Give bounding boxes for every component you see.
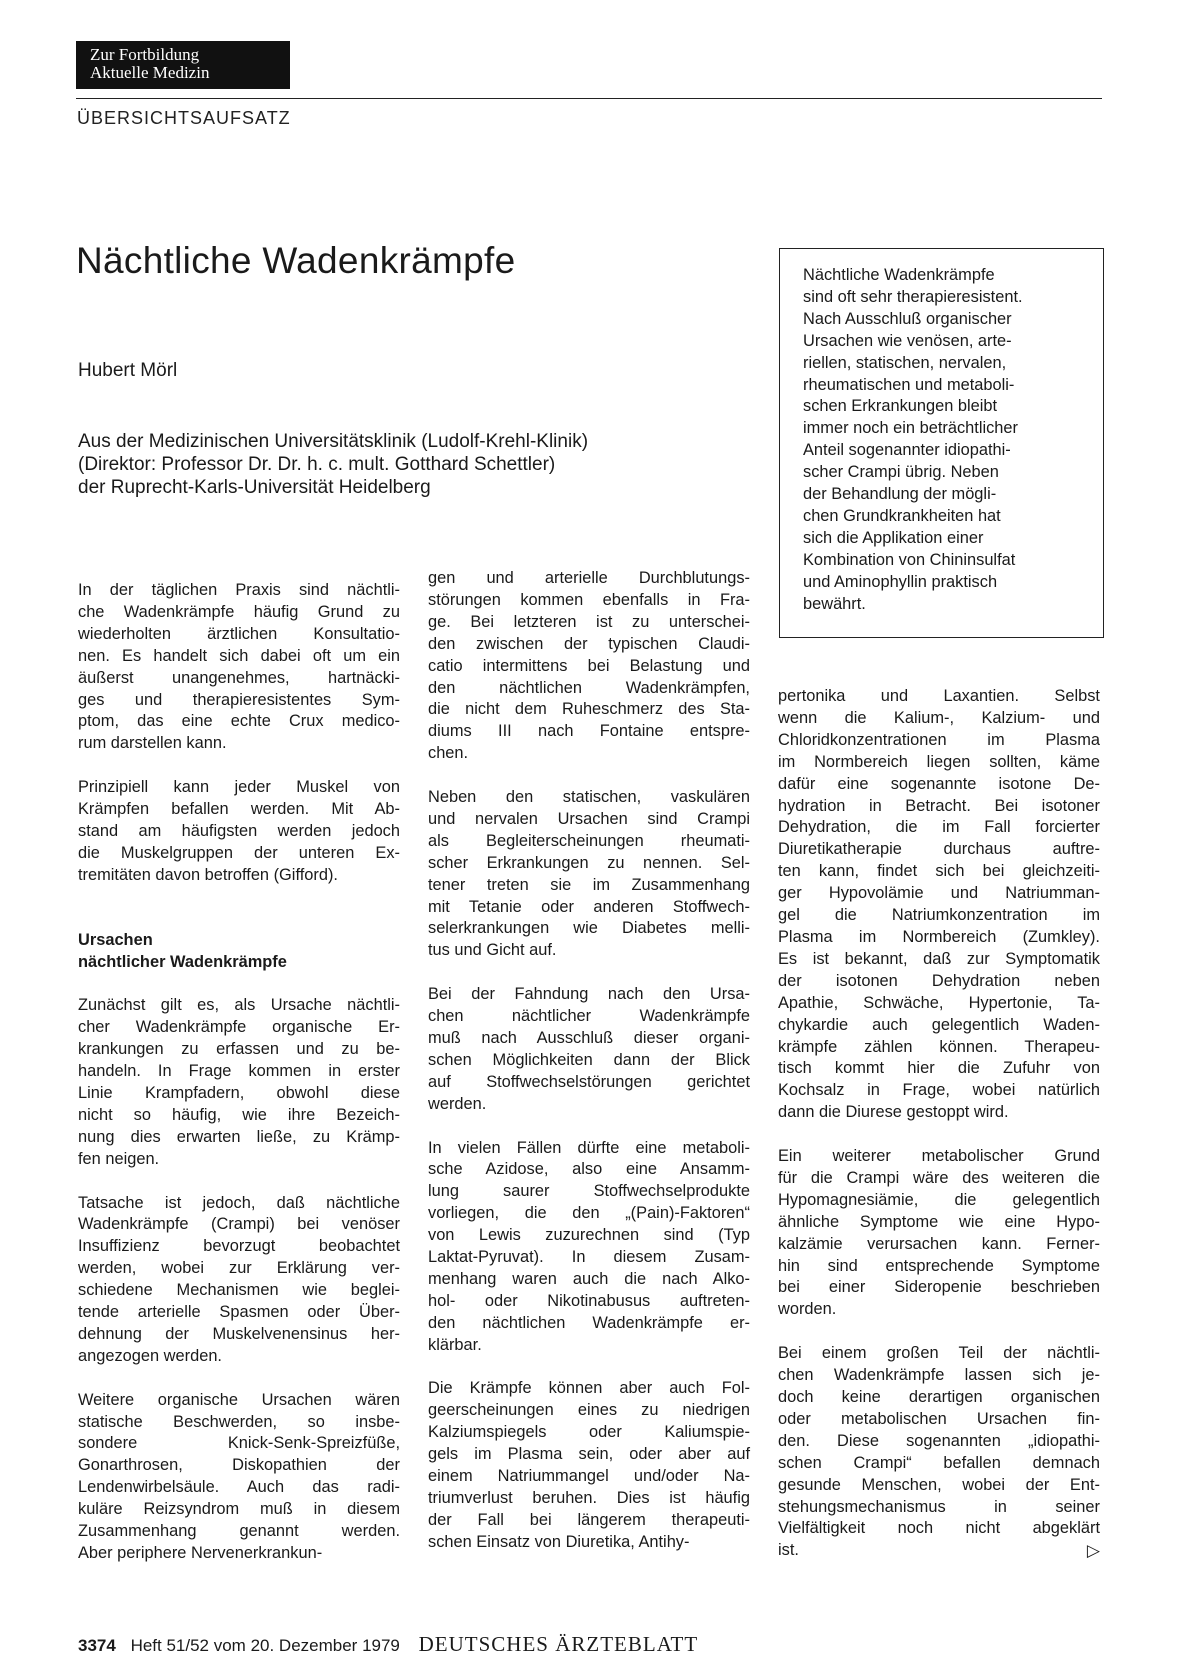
text-line: für die Crampi wäre des weiteren die [778, 1168, 1100, 1187]
text-line: krämpfe zählen können. Therapeu- [778, 1037, 1100, 1056]
text-line: tisch kommt hier die Zufuhr von [778, 1059, 1100, 1078]
text-line: handeln. In Frage kommen in erster [78, 1062, 400, 1081]
text-line: Ein weiterer metabolischer Grund [778, 1147, 1100, 1166]
text-line: ptom, das eine echte Crux medico- [78, 712, 400, 731]
text-line: im Normbereich liegen sollten, käme [778, 752, 1100, 771]
summary-box [779, 248, 1104, 638]
text-line: Wadenkrämpfe (Crampi) bei venöser [78, 1215, 400, 1234]
text-line: rheumatischen und metaboli- [803, 375, 1015, 394]
text-line: dehnung der Muskelvenensinus her- [78, 1324, 400, 1343]
text-line: hin sind entsprechende Symptome [778, 1256, 1100, 1275]
text-line: chen Wadenkrämpfe lassen sich je- [778, 1366, 1100, 1385]
category-label [76, 41, 290, 89]
text-line: rum darstellen kann. [78, 734, 227, 753]
text-line: lung saurer Stoffwechselprodukte [428, 1182, 750, 1201]
text-line: Anteil sogenannter idiopathi- [803, 441, 1011, 460]
text-line: der Fall bei längerem therapeuti- [428, 1510, 750, 1529]
text-line: Insuffizienz bevorzugt beobachtet [78, 1237, 400, 1256]
text-line: ger Hypovolämie und Natriumman- [778, 884, 1100, 903]
text-line: gels im Plasma sein, oder aber auf [428, 1445, 750, 1464]
text-line: Hypomagnesiämie, die gelegentlich [778, 1190, 1100, 1209]
text-line: als Begleiterscheinungen rheumati- [428, 831, 750, 850]
text-line: den nächtlichen Wadenkrämpfe er- [428, 1313, 750, 1332]
text-line: tende arterielle Spasmen oder Über- [78, 1303, 400, 1322]
text-line: pertonika und Laxantien. Selbst [778, 687, 1100, 705]
category-label-line2: Aktuelle Medizin [90, 63, 210, 82]
text-line: Weitere organische Ursachen wären [78, 1390, 400, 1409]
text-line: gesunde Menschen, wobei der Ent- [778, 1475, 1100, 1494]
text-line: die nicht dem Ruheschmerz des Sta- [428, 700, 750, 719]
journal-name: DEUTSCHES ÄRZTEBLATT [418, 1632, 699, 1656]
text-line: ges und therapieresistentes Sym- [78, 690, 400, 709]
text-line: scher Erkrankungen zu nennen. Sel- [428, 853, 750, 872]
text-line: Dehydration, die im Fall forcierter [778, 818, 1100, 837]
continue-arrow-icon: ▷ [1086, 1541, 1100, 1561]
text-line: nen. Es handelt sich dabei oft um ein [78, 646, 400, 665]
text-line: cher Wadenkrämpfe organische Er- [78, 1018, 400, 1037]
text-line: Krämpfen befallen werden. Mit Ab- [78, 800, 400, 819]
text-line: selerkrankungen wie Diabetes melli- [428, 919, 750, 938]
text-line: Lendenwirbelsäule. Auch das radi- [78, 1478, 400, 1497]
text-line: Die Krämpfe können aber auch Fol- [428, 1379, 750, 1398]
text-line: äußerst unangenehmes, hartnäcki- [78, 668, 400, 687]
text-line: Nach Ausschluß organischer [803, 309, 1012, 328]
text-line: hol- oder Nikotinabusus auftreten- [428, 1291, 750, 1310]
text-line: krankungen zu erfassen und zu be- [78, 1040, 400, 1059]
text-line: klärbar. [428, 1335, 482, 1354]
text-line: sind oft sehr therapieresistent. [803, 287, 1023, 306]
article-title: Nächtliche Wadenkrämpfe [76, 240, 516, 281]
page-footer [78, 1632, 698, 1657]
text-line: chen nächtlicher Wadenkrämpfe [428, 1007, 750, 1026]
text-line: einem Natriummangel und/oder Na- [428, 1467, 750, 1486]
text-line: Apathie, Schwäche, Hypertonie, Ta- [778, 993, 1100, 1012]
paragraph [428, 1378, 750, 1553]
text-line: tus und Gicht auf. [428, 941, 557, 960]
text-line: der Behandlung der mögli- [803, 485, 997, 504]
text-line: nicht so häufig, wie ihre Bezeich- [78, 1105, 400, 1124]
text-line: mit Tetanie oder anderen Stoffwech- [428, 897, 750, 916]
text-line: Plasma im Normbereich (Zumkley). [778, 927, 1100, 946]
text-line: wenn die Kalium-, Kalzium- und [778, 708, 1100, 727]
text-line: immer noch ein beträchtlicher [803, 419, 1018, 438]
text-line: stehungsmechanismus in seiner [778, 1497, 1100, 1516]
text-line: Es ist bekannt, daß zur Symptomatik [778, 949, 1100, 968]
text-line: Diuretikatherapie durchaus auftre- [778, 840, 1100, 859]
column-1 [78, 580, 400, 1587]
category-label-line1: Zur Fortbildung [90, 45, 200, 64]
text-line: ge. Bei letzteren ist zu unterschei- [428, 612, 750, 631]
affiliation-line: (Direktor: Professor Dr. Dr. h. c. mult. Gotthard Schettler) [78, 454, 556, 475]
paragraph [428, 787, 750, 962]
paragraph [778, 686, 1100, 1124]
affiliation-line: Aus der Medizinischen Universitätsklinik (Ludolf-Krehl-Klinik) [78, 431, 589, 452]
page-number: 3374 [78, 1636, 116, 1655]
text-line: Linie Krampfadern, obwohl diese [78, 1084, 400, 1102]
text-line: Gonarthrosen, Diskopathien der [78, 1456, 400, 1475]
text-line: Nächtliche Wadenkrämpfe [803, 266, 995, 284]
text-line: riellen, statischen, nervalen, [803, 353, 1007, 372]
text-line: worden. [778, 1300, 837, 1319]
text-line: kuläre Reizsyndrom muß in diesem [78, 1500, 400, 1519]
text-line: wiederholten ärztlichen Konsultatio- [78, 624, 400, 643]
text-line: triumverlust beruhen. Dies ist häufig [428, 1489, 750, 1507]
text-line: Tatsache ist jedoch, daß nächtliche [78, 1193, 400, 1212]
text-line: angezogen werden. [78, 1346, 222, 1365]
paragraph [78, 995, 400, 1170]
section-heading [78, 930, 400, 974]
text-line: Ursachen wie venösen, arte- [803, 331, 1012, 350]
text-line: werden, wobei zur Erklärung ver- [78, 1259, 400, 1278]
text-line: Kombination von Chininsulfat [803, 550, 1016, 569]
text-line: hydration in Betracht. Bei isotoner [778, 796, 1100, 815]
text-line: schen Erkrankungen bleibt [803, 397, 998, 416]
text-line: störungen kommen ebenfalls in Fra- [428, 590, 750, 609]
text-line: Bei der Fahndung nach den Ursa- [428, 985, 750, 1004]
text-line: tener treten sie im Zusammenhang [428, 875, 750, 894]
text-line: doch keine derartigen organischen [778, 1387, 1100, 1406]
paragraph [78, 777, 400, 887]
text-line: ist. ▷ [778, 1541, 1100, 1561]
text-line: sche Azidose, also eine Ansamm- [428, 1160, 750, 1179]
section-label: ÜBERSICHTSAUFSATZ [77, 108, 291, 128]
text-line: stand am häufigsten werden jedoch [78, 821, 400, 840]
text-line: menhang waren auch die nach Alko- [428, 1269, 750, 1288]
text-line: dafür eine sogenannte isotone De- [778, 774, 1100, 793]
text-line: Bei einem großen Teil der nächtli- [778, 1344, 1100, 1363]
text-line: che Wadenkrämpfe häufig Grund zu [78, 602, 400, 621]
text-line: diums III nach Fontaine entspre- [428, 722, 750, 741]
text-line: catio intermittens bei Belastung und [428, 656, 750, 675]
text-line: vorliegen, die den „(Pain)-Faktoren“ [428, 1204, 750, 1223]
text-line: und Aminophyllin praktisch [803, 572, 998, 591]
text-line: bei einer Sideropenie beschrieben [778, 1278, 1100, 1297]
text-line: Aber periphere Nervenerkrankun- [78, 1544, 323, 1562]
text-line: gen und arterielle Durchblutungs- [428, 569, 750, 587]
text-line: fen neigen. [78, 1149, 160, 1168]
text-line: Zusammenhang genannt werden. [78, 1522, 400, 1541]
paragraph [428, 1138, 750, 1357]
paragraph [78, 1193, 400, 1368]
text-line: bewährt. [803, 594, 866, 613]
text-line: schen Crampi“ befallen demnach [778, 1453, 1100, 1472]
affiliation-line: der Ruprecht-Karls-Universität Heidelberg [78, 477, 431, 498]
text-line: kalzämie verursachen kann. Ferner- [778, 1234, 1100, 1253]
text-line: Kochsalz in Frage, wobei natürlich [778, 1081, 1100, 1100]
text-line: Kalziumspiegels oder Kaliumspie- [428, 1423, 750, 1442]
paragraph [428, 984, 750, 1115]
text-line: den zwischen der typischen Claudi- [428, 634, 750, 653]
author: Hubert Mörl [78, 360, 178, 381]
column-3 [778, 686, 1100, 1584]
text-line: gel die Natriumkonzentration im [778, 906, 1100, 925]
text-line: In vielen Fällen dürfte eine metaboli- [428, 1138, 750, 1157]
paragraph [778, 1343, 1100, 1562]
text-line: chen Grundkrankheiten hat [803, 506, 1001, 525]
text-line: oder metabolischen Ursachen fin- [778, 1409, 1100, 1428]
heading-line: nächtlicher Wadenkrämpfe [78, 952, 287, 971]
text-line: Prinzipiell kann jeder Muskel von [78, 778, 400, 797]
text-line: Neben den statischen, vaskulären [428, 788, 750, 807]
text-line: Chloridkonzentrationen im Plasma [778, 730, 1100, 749]
text-line: der isotonen Dehydration neben [778, 971, 1100, 990]
text-line: geerscheinungen eines zu niedrigen [428, 1401, 750, 1420]
paragraph [78, 1390, 400, 1565]
top-rule [76, 98, 1102, 99]
text-line: sondere Knick-Senk-Spreizfüße, [78, 1434, 400, 1453]
text-line: schen Möglichkeiten dann der Blick [428, 1050, 750, 1069]
text-line: Zunächst gilt es, als Ursache nächtli- [78, 996, 400, 1015]
text-line: schen Einsatz von Diuretika, Antihy- [428, 1532, 690, 1551]
text-line: chen. [428, 744, 469, 763]
text-line: Laktat-Pyruvat). In diesem Zusam- [428, 1248, 750, 1267]
text-line: die Muskelgruppen der unteren Ex- [78, 843, 400, 862]
text-line: ten kann, findet sich bei gleichzeiti- [778, 862, 1100, 881]
text-line: den nächtlichen Wadenkrämpfen, [428, 678, 750, 697]
text-line: dann die Diurese gestoppt wird. [778, 1103, 1009, 1122]
text-line: sich die Applikation einer [803, 528, 984, 547]
text-line: chykardie auch gelegentlich Waden- [778, 1015, 1100, 1034]
text-line: und nervalen Ursachen sind Crampi [428, 809, 750, 828]
text-line: den. Diese sogenannten „idiopathi- [778, 1431, 1100, 1450]
text-line: werden. [428, 1094, 487, 1113]
text-line: Vielfältigkeit noch nicht abgeklärt [778, 1519, 1100, 1538]
text-line: schiedene Mechanismen wie beglei- [78, 1281, 400, 1300]
text-line: tremitäten davon betroffen (Gifford). [78, 865, 338, 884]
text-line: statische Beschwerden, so insbe- [78, 1412, 400, 1431]
affiliation [78, 430, 588, 499]
heading-line: Ursachen [78, 930, 153, 949]
text-line: von Lewis zuzurechnen sind (Typ [428, 1226, 750, 1245]
text-line: nung dies erwarten ließe, zu Krämp- [78, 1127, 400, 1146]
text-line: muß nach Ausschluß dieser organi- [428, 1029, 750, 1047]
paragraph [778, 1146, 1100, 1321]
text-line: auf Stoffwechselstörungen gerichtet [428, 1072, 750, 1091]
text-line: In der täglichen Praxis sind nächtli- [78, 581, 400, 599]
text-line: scher Crampi übrig. Neben [803, 463, 999, 482]
paragraph [78, 580, 400, 755]
paragraph [428, 568, 750, 765]
issue-info: Heft 51/52 vom 20. Dezember 1979 [130, 1636, 400, 1655]
column-2 [428, 568, 750, 1576]
text-line: ähnliche Symptome wie eine Hypo- [778, 1212, 1100, 1231]
